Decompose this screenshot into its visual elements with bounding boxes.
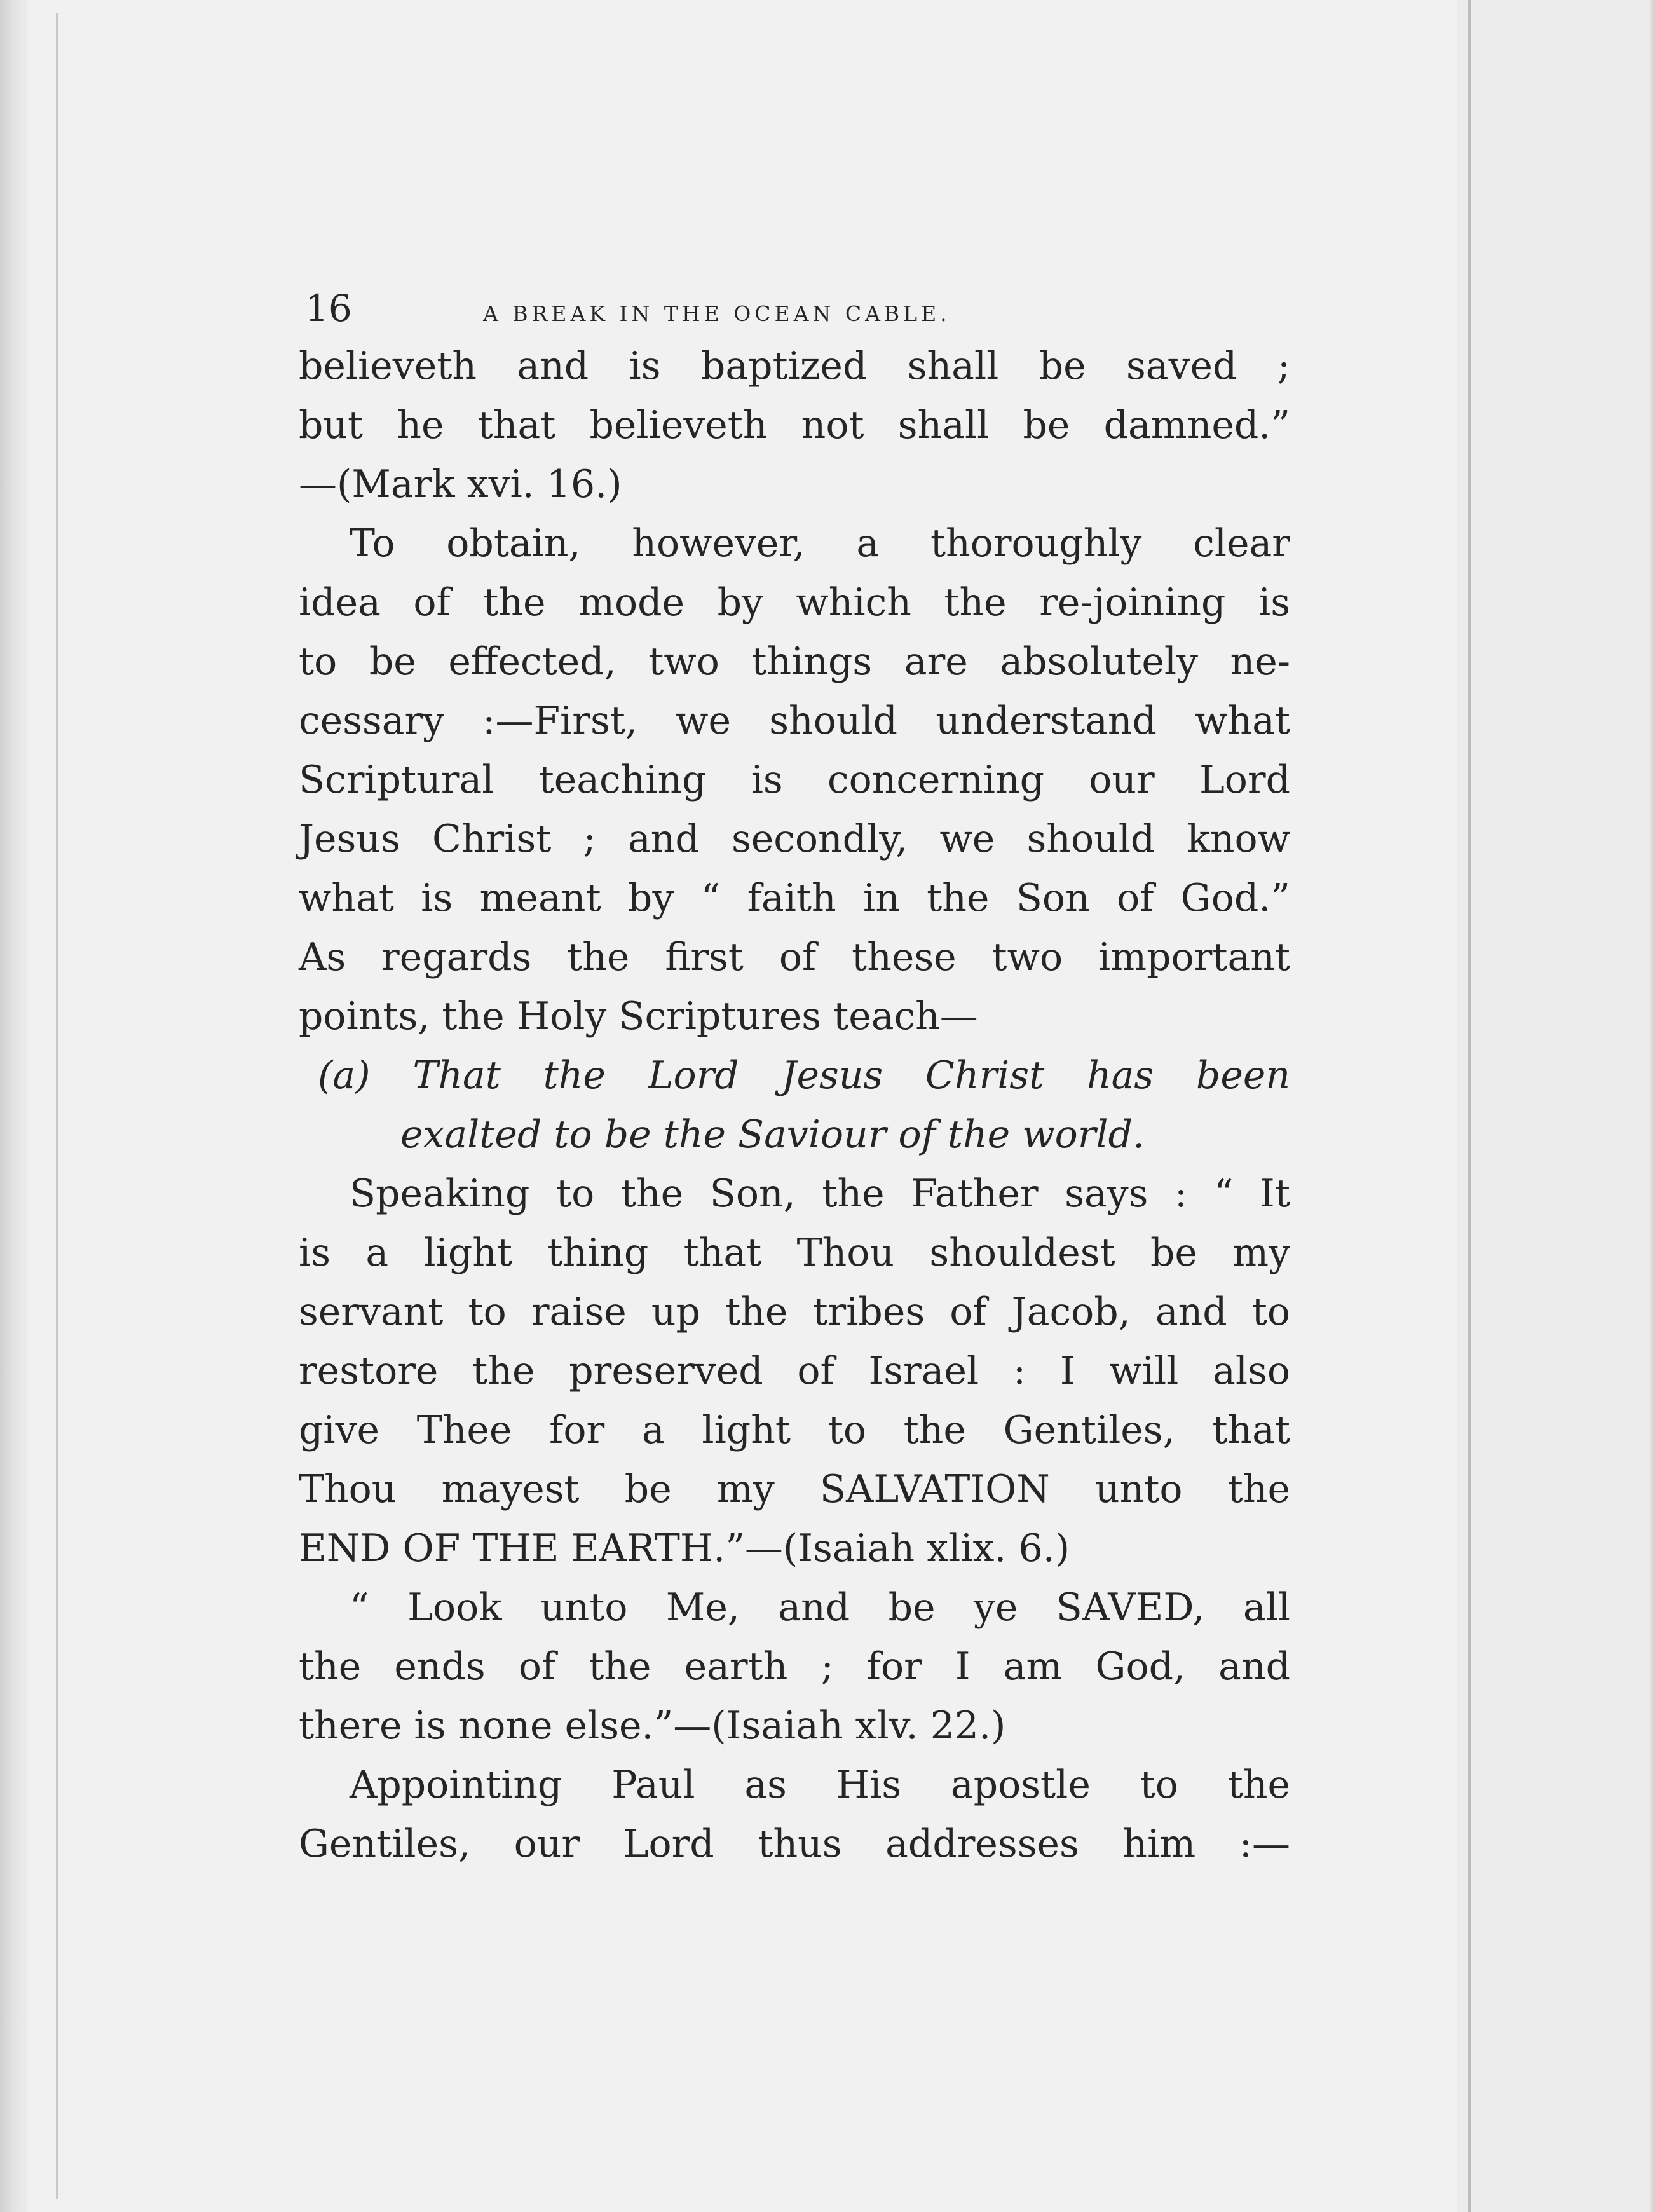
text-line: what is meant by “ faith in the Son of God.” (299, 876, 1290, 920)
text-line: idea of the mode by which the re-joining is (299, 580, 1290, 625)
left-binding-shadow (0, 0, 28, 2212)
running-title: A BREAK IN THE OCEAN CABLE. (483, 301, 951, 326)
text-line: restore the preserved of Israel : I will also (299, 1349, 1290, 1393)
text-line: there is none else.”—(Isaiah xlv. 22.) (299, 1703, 1006, 1748)
text-line: Jesus Christ ; and secondly, we should know (299, 817, 1290, 861)
text-line: cessary :—First, we should understand what (299, 699, 1290, 743)
text-line: “ Look unto Me, and be ye SAVED, all (350, 1585, 1290, 1630)
text-line: END OF THE EARTH.”—(Isaiah xlix. 6.) (299, 1526, 1070, 1571)
text-line: Appointing Paul as His apostle to the (350, 1763, 1290, 1807)
text-line: believeth and is baptized shall be saved ; (299, 344, 1290, 388)
body-text (299, 337, 1290, 1874)
italic-heading-line: exalted to be the Saviour of the world. (400, 1112, 1145, 1157)
italic-heading-line: (a) That the Lord Jesus Christ has been (318, 1053, 1290, 1098)
text-line: Gentiles, our Lord thus addresses him :— (299, 1822, 1290, 1866)
text-line: servant to raise up the tribes of Jacob, and to (299, 1290, 1290, 1334)
text-line: is a light thing that Thou shouldest be my (299, 1231, 1290, 1275)
left-page-edge (56, 13, 58, 2199)
text-line: Speaking to the Son, the Father says : “ It (350, 1171, 1290, 1216)
text-line: points, the Holy Scriptures teach— (299, 994, 978, 1039)
adjacent-page-edge (1457, 0, 1655, 2212)
page-number: 16 (305, 287, 352, 330)
text-line: To obtain, however, a thoroughly clear (350, 521, 1290, 566)
book-page (299, 273, 1290, 1874)
text-line: Scriptural teaching is concerning our Lord (299, 758, 1290, 802)
running-head (299, 273, 1290, 330)
text-line: —(Mark xvi. 16.) (299, 462, 622, 507)
text-line: As regards the first of these two important (299, 935, 1290, 980)
text-line: give Thee for a light to the Gentiles, that (299, 1408, 1290, 1452)
page-fold-line (1468, 0, 1471, 2212)
text-line: the ends of the earth ; for I am God, and (299, 1644, 1290, 1689)
text-line: but he that believeth not shall be damned.” (299, 403, 1290, 447)
text-line: Thou mayest be my SALVATION unto the (299, 1467, 1290, 1512)
text-line: to be effected, two things are absolutely ne- (299, 639, 1290, 684)
right-binding-shadow (1649, 0, 1655, 2212)
